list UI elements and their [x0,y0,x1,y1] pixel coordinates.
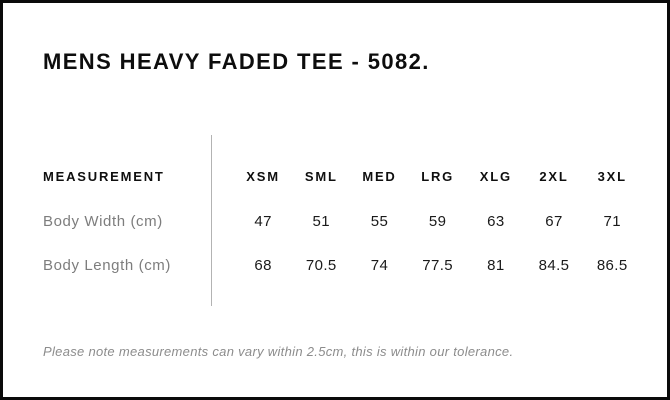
body-width-xsm: 47 [254,212,272,230]
body-length-xlg: 81 [487,256,505,274]
body-width-lrg: 59 [428,212,447,230]
page-title: MENS HEAVY FADED TEE - 5082. [43,49,430,74]
body-length-lrg: 77.5 [422,256,454,274]
table-row-body-length [43,256,641,274]
column-header-med: MED [362,168,397,184]
column-header-measurement: MEASUREMENT [43,168,165,184]
table-row-body-width [43,212,641,230]
column-header-3xl: 3XL [597,168,627,184]
tolerance-note: Please note measurements can vary within 2.5cm, this is within our tolerance. [43,344,514,359]
body-length-3xl: 86.5 [596,256,628,274]
body-width-3xl: 71 [603,212,621,230]
column-header-2xl: 2XL [539,168,569,184]
table-header-row [43,167,641,185]
column-header-lrg: LRG [421,168,455,184]
body-width-sml: 51 [312,212,331,230]
row-label-body-width: Body Width (cm) [43,212,163,230]
body-width-med: 55 [370,212,389,230]
body-length-xsm: 68 [254,256,272,274]
column-header-xlg: XLG [479,168,512,184]
body-width-xlg: 63 [487,212,505,230]
body-length-sml: 70.5 [305,256,337,274]
body-width-2xl: 67 [545,212,563,230]
body-length-med: 74 [370,256,389,274]
body-length-2xl: 84.5 [538,256,570,274]
column-header-xsm: XSM [246,168,280,184]
column-header-sml: SML [304,168,338,184]
row-label-body-length: Body Length (cm) [43,256,171,274]
